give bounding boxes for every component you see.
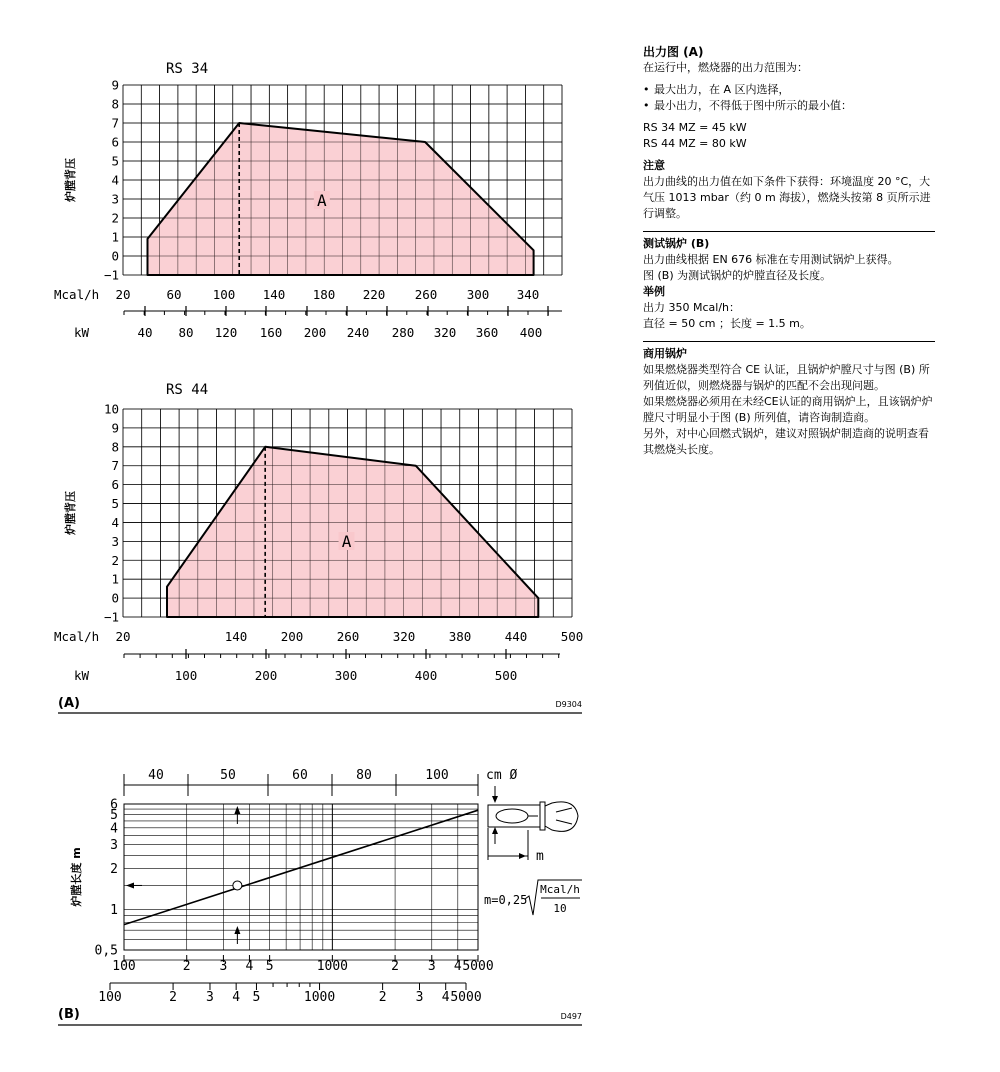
- formula-denominator: 10: [553, 902, 567, 915]
- x-tick-label-mcal: 60: [166, 287, 182, 302]
- x-tick-label-kw: 280: [391, 325, 415, 340]
- burner-plate: [540, 802, 545, 830]
- operating-area-fill: [167, 447, 538, 617]
- x-tick-label-kw: 5000: [450, 990, 482, 1005]
- diameter-scale-label: 60: [292, 768, 308, 783]
- diameter-scale-label: 80: [356, 768, 372, 783]
- y-tick-label: −1: [103, 609, 119, 625]
- x-tick-label-mcal: 340: [516, 287, 540, 302]
- x-tick-label-mcal: 180: [312, 287, 336, 302]
- y-tick-label: 2: [111, 552, 119, 568]
- x-tick-label-kw: 5: [252, 990, 261, 1005]
- x-tick-label-mcal: 20: [115, 287, 131, 302]
- section-output-title: 出力图 (A): [643, 45, 704, 59]
- x-unit-top: Mcal/h: [54, 287, 100, 302]
- y-axis-label: 炉膛背压: [64, 158, 77, 202]
- example-title: 举例: [643, 285, 665, 298]
- formula-numerator: Mcal/h: [540, 883, 580, 896]
- x-tick-label-kw: 3: [415, 990, 424, 1005]
- x-tick-label-mcal: 440: [504, 629, 528, 644]
- y-tick-label: 6: [110, 797, 118, 813]
- y-tick-label: 3: [110, 838, 118, 854]
- x-tick-label-kw: 240: [346, 325, 370, 340]
- y-tick-label: 5: [111, 496, 119, 512]
- section-note-title: 注意: [643, 159, 665, 172]
- y-tick-label: 7: [111, 458, 119, 474]
- test-boiler-p1: 出力曲线根据 EN 676 标准在专用测试锅炉上获得。: [643, 253, 899, 266]
- y-axis-label: 炉膛长度 m: [70, 847, 83, 907]
- example-result: 直径 = 50 cm ；长度 = 1.5 m。: [643, 317, 811, 330]
- y-tick-label: 0: [111, 248, 119, 264]
- y-tick-label: 1: [111, 229, 119, 245]
- x-tick-label-mcal: 1000: [316, 959, 349, 974]
- bullet-min-output: • 最小出力，不得低于图中所示的最小值：: [643, 98, 935, 114]
- x-tick-label-mcal: 100: [112, 959, 136, 974]
- y-tick-label: 2: [111, 210, 119, 226]
- section-commercial-title: 商用锅炉: [643, 347, 687, 360]
- x-tick-label-mcal: 2: [391, 959, 399, 974]
- figure-b-code: D497: [560, 1012, 582, 1021]
- x-unit-top: Mcal/h: [54, 629, 100, 644]
- x-tick-label-mcal: 5: [265, 959, 274, 974]
- y-tick-label: 4: [111, 514, 119, 530]
- example-point: [233, 881, 242, 890]
- x-tick-label-kw: 320: [433, 325, 457, 340]
- section-note-text: 出力曲线的出力值在如下条件下获得：环境温度 20 °C，大气压 1013 mbar（约 0 m 海拔），燃烧头按第 8 页所示进行调整。: [643, 175, 931, 220]
- y-tick-label: 0: [111, 590, 119, 606]
- x-tick-label-mcal: 260: [336, 629, 360, 644]
- y-tick-label: 9: [111, 420, 119, 436]
- y-tick-label: 10: [103, 401, 119, 417]
- chamber-length-symbol: m: [536, 849, 544, 864]
- x-tick-label-kw: 80: [178, 325, 194, 340]
- area-label: A: [317, 191, 327, 210]
- rs34-min-value: RS 34 MZ = 45 kW: [643, 121, 747, 134]
- x-tick-label-kw: 200: [254, 668, 278, 683]
- x-tick-label-kw: 100: [98, 990, 122, 1005]
- diameter-unit: cm Ø: [486, 768, 518, 783]
- rs44-min-value: RS 44 MZ = 80 kW: [643, 137, 747, 150]
- burner-detail: [556, 820, 572, 824]
- figure-b-label: (B): [58, 1007, 80, 1022]
- y-tick-label: 6: [111, 477, 119, 493]
- x-tick-label-kw: 160: [259, 325, 283, 340]
- x-tick-label-mcal: 320: [392, 629, 416, 644]
- section-output-intro: 在运行中，燃烧器的出力范围为：: [643, 61, 808, 74]
- x-tick-label-kw: 3: [206, 990, 214, 1005]
- bullet-max-output: • 最大出力，在 A 区内选择，: [643, 82, 935, 98]
- x-tick-label-mcal: 20: [115, 629, 131, 644]
- formula-left: m=0,25: [484, 893, 528, 907]
- x-unit-bottom: kW: [74, 668, 90, 683]
- commercial-p3: 另外，对中心回燃式锅炉，建议对照锅炉制造商的说明查看其燃烧头长度。: [643, 427, 929, 456]
- flame-shape: [496, 809, 528, 823]
- x-tick-label-mcal: 500: [560, 629, 584, 644]
- chart-title: RS 34: [166, 61, 209, 77]
- x-unit-bottom: kW: [74, 325, 90, 340]
- x-tick-label-kw: 2: [378, 990, 387, 1005]
- x-tick-label-mcal: 4: [453, 959, 462, 974]
- diameter-scale-label: 40: [148, 768, 164, 783]
- section-test-boiler-title: 测试锅炉 (B): [643, 237, 710, 250]
- x-tick-label-kw: 2: [169, 990, 177, 1005]
- y-tick-label: 3: [111, 533, 119, 549]
- commercial-p1: 如果燃烧器类型符合 CE 认证，且锅炉炉膛尺寸与图 (B) 所列值近似，则燃烧器与锅炉的匹配不会出现问题。: [643, 363, 930, 392]
- x-tick-label-mcal: 3: [219, 959, 228, 974]
- chart-rs44: [54, 382, 583, 683]
- arrow-left-icon: [126, 882, 134, 888]
- x-tick-label-mcal: 260: [414, 287, 438, 302]
- x-tick-label-mcal: 140: [224, 629, 248, 644]
- x-tick-label-kw: 400: [414, 668, 438, 683]
- plot-frame: [124, 804, 478, 950]
- chart-test-boiler: [69, 768, 582, 1005]
- y-axis-label: 炉膛背压: [64, 491, 77, 535]
- x-tick-label-kw: 40: [137, 325, 153, 340]
- arrow-right-icon: [519, 853, 526, 859]
- chart-rs34: [54, 61, 562, 340]
- divider: [643, 341, 935, 342]
- x-tick-label-kw: 4: [441, 990, 450, 1005]
- divider: [643, 231, 935, 232]
- y-tick-label: 8: [111, 96, 119, 112]
- arrow-up-icon: [234, 806, 240, 814]
- y-tick-label: 8: [111, 439, 119, 455]
- y-tick-label: 5: [110, 808, 118, 824]
- y-tick-label: 3: [111, 191, 119, 207]
- example-output: 出力 350 Mcal/h：: [643, 301, 741, 314]
- figure-a-label: (A): [58, 696, 80, 711]
- x-tick-label-kw: 500: [494, 668, 518, 683]
- y-tick-label: 1: [111, 571, 119, 587]
- y-tick-label: 0,5: [94, 943, 118, 959]
- commercial-p2: 如果燃烧器必须用在未经CE认证的商用锅炉上，且该锅炉炉膛尺寸明显小于图 (B) 所列值，请咨询制造商。: [643, 395, 933, 424]
- diameter-scale-label: 50: [220, 768, 236, 783]
- x-tick-label-mcal: 100: [212, 287, 236, 302]
- chamber-length-line: [124, 810, 478, 924]
- x-tick-label-mcal: 380: [448, 629, 472, 644]
- y-tick-label: 1: [110, 902, 118, 918]
- x-tick-label-kw: 1000: [303, 990, 336, 1005]
- description-column: [643, 44, 935, 458]
- figure-a-code: D9304: [555, 700, 582, 709]
- burner-detail: [556, 808, 572, 812]
- y-tick-label: 5: [111, 153, 119, 169]
- x-tick-label-mcal: 5000: [462, 959, 494, 974]
- x-tick-label-kw: 4: [232, 990, 241, 1005]
- x-tick-label-mcal: 140: [262, 287, 286, 302]
- y-tick-label: 9: [111, 77, 119, 93]
- y-tick-label: −1: [103, 267, 119, 283]
- burner-diagram-icon: [488, 786, 578, 864]
- x-tick-label-kw: 120: [214, 325, 238, 340]
- x-tick-label-kw: 100: [174, 668, 198, 683]
- x-tick-label-kw: 360: [475, 325, 499, 340]
- area-label: A: [341, 532, 352, 551]
- x-tick-label-mcal: 300: [466, 287, 490, 302]
- x-tick-label-mcal: 2: [182, 959, 191, 974]
- diameter-scale-label: 100: [425, 768, 449, 783]
- x-tick-label-kw: 400: [519, 325, 543, 340]
- arrow-down-icon: [492, 796, 498, 803]
- chart-title: RS 44: [166, 382, 209, 398]
- y-tick-label: 4: [111, 172, 119, 188]
- x-tick-label-mcal: 4: [245, 959, 254, 974]
- y-tick-label: 4: [110, 821, 118, 837]
- x-tick-label-kw: 200: [303, 325, 327, 340]
- x-tick-label-mcal: 220: [362, 287, 386, 302]
- y-tick-label: 7: [111, 115, 119, 131]
- burner-body: [545, 802, 578, 831]
- test-boiler-p2: 图 (B) 为测试锅炉的炉膛直径及长度。: [643, 269, 832, 282]
- y-tick-label: 2: [110, 862, 118, 878]
- x-tick-label-kw: 300: [334, 668, 358, 683]
- x-tick-label-mcal: 200: [280, 629, 304, 644]
- arrow-up-icon: [492, 827, 498, 834]
- y-tick-label: 6: [111, 134, 119, 150]
- x-tick-label-mcal: 3: [427, 959, 436, 974]
